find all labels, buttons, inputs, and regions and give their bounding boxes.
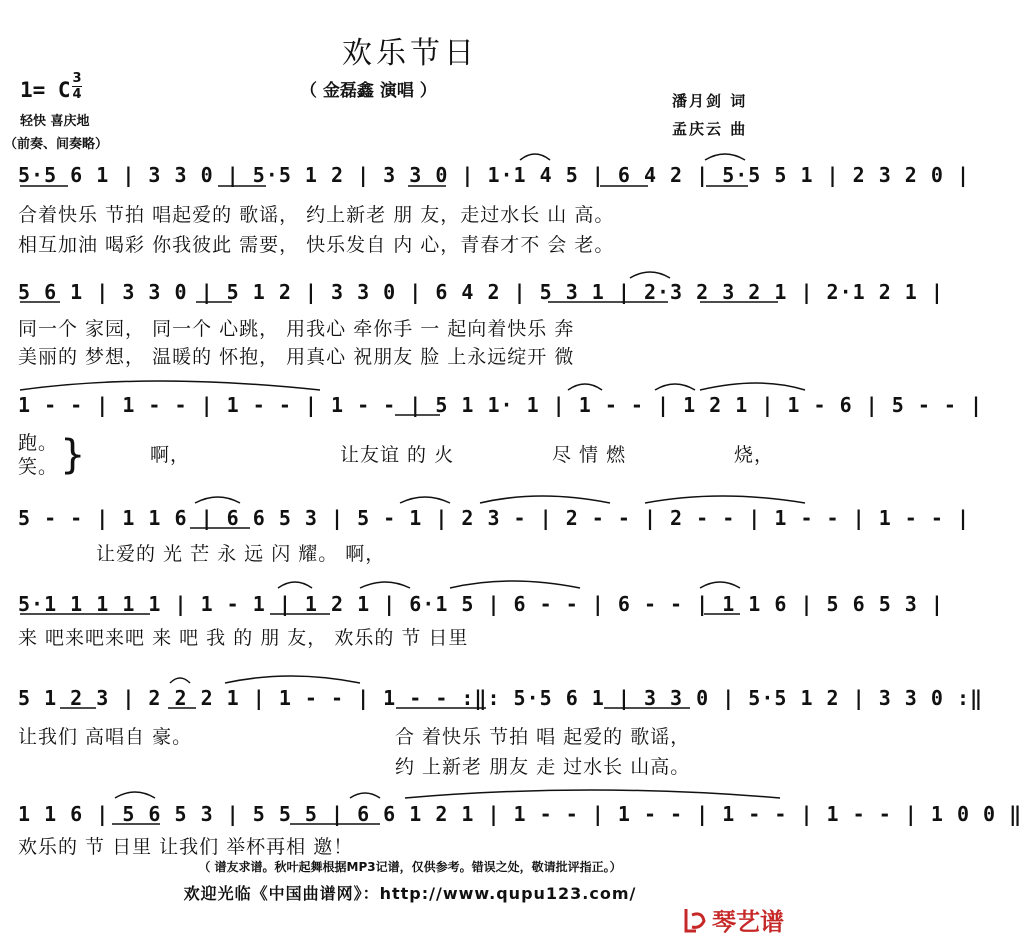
notation-row-6: 5 1 2 3 | 2 2 2 1 | 1 - - | 1 - - :‖: 5·5 6 1 | 3 3 0 | 5·5 1 2 | 3 3 0 :‖ bbox=[18, 686, 984, 710]
notation-row-2: 5 6 1 | 3 3 0 | 5 1 2 | 3 3 0 | 6 4 2 | 5 3 1 | 2·3 2 3 2 1 | 2·1 2 1 | bbox=[18, 280, 944, 304]
composer-credit: 孟庆云 曲 bbox=[672, 120, 748, 138]
prelude-note: （前奏、间奏略） bbox=[4, 137, 109, 152]
disclaimer: （ 谱友求谱。秋叶起舞根据MP3记谱，仅供参考。错误之处，敬请批评指正。） bbox=[198, 860, 622, 874]
page-title: 欢乐节日 bbox=[342, 36, 478, 71]
lyrics-row-1-verse-2: 相互加油 喝彩 你我彼此 需要， 快乐发自 内 心，青春才不 会 老。 bbox=[18, 234, 615, 256]
lyrics-row-6-main: 让我们 高唱自 豪。 bbox=[18, 726, 193, 748]
notation-row-7: 1 1 6 | 5 6 5 3 | 5 5 5 | 6 6 1 2 1 | 1 - - | 1 - - | 1 - - | 1 - - | 1 0 0 ‖ bbox=[18, 802, 1022, 826]
time-bottom: 4 bbox=[72, 87, 82, 102]
lyrics-row-3-ah: 啊， bbox=[150, 444, 191, 466]
notation-row-4: 5 - - | 1 1 6 | 6 6 5 3 | 5 - 1 | 2 3 - | 2 - - | 2 - - | 1 - - | 1 - - | bbox=[18, 506, 970, 530]
lyrics-row-6-repeat-2: 约 上新老 朋友 走 过水长 山高。 bbox=[395, 756, 691, 778]
lyrics-row-7: 欢乐的 节 日里 让我们 举杯再相 邀！ bbox=[18, 836, 354, 858]
lyrics-row-1-verse-1: 合着快乐 节拍 唱起爱的 歌谣， 约上新老 朋 友，走过水长 山 高。 bbox=[18, 204, 615, 226]
site-logo[interactable]: 琴艺谱 bbox=[712, 908, 784, 936]
lyrics-row-6-repeat-1: 合 着快乐 节拍 唱 起爱的 歌谣， bbox=[395, 726, 691, 748]
lyrics-row-3-verse-2: 笑。 bbox=[18, 456, 59, 478]
welcome-link[interactable]: 欢迎光临《中国曲谱网》：http://www.qupu123.com/ bbox=[183, 884, 637, 903]
lyrics-row-5: 来 吧来吧来吧 来 吧 我 的 朋 友， 欢乐的 节 日里 bbox=[18, 627, 469, 649]
lyrics-row-2-verse-1: 同一个 家园， 同一个 心跳， 用我心 牵你手 一 起向着快乐 奔 bbox=[18, 318, 575, 340]
key-signature: 1= C bbox=[20, 78, 71, 102]
time-top: 3 bbox=[72, 71, 82, 86]
lyrics-row-3-end: 烧， bbox=[734, 444, 775, 466]
verse-brace: } bbox=[60, 432, 86, 478]
lyrics-row-4: 让爱的 光 芒 永 远 闪 耀。 啊， bbox=[96, 543, 386, 565]
lyrics-row-2-verse-2: 美丽的 梦想， 温暖的 怀抱， 用真心 祝朋友 脸 上永远绽开 微 bbox=[18, 346, 575, 368]
tempo-marking: 轻快 喜庆地 bbox=[20, 114, 90, 129]
lyrics-row-3-verse-1: 跑。 bbox=[18, 432, 59, 454]
notation-row-3: 1 - - | 1 - - | 1 - - | 1 - - | 5 1 1· 1 | 1 - - | 1 2 1 | 1 - 6 | 5 - - | bbox=[18, 393, 984, 417]
notation-row-1: 5·5 6 1 | 3 3 0 | 5·5 1 2 | 3 3 0 | 1·1 4 5 | 6 4 2 | 5·5 5 1 | 2 3 2 0 | bbox=[18, 163, 970, 187]
lyrics-row-3-fire: 让友谊 的 火 bbox=[340, 444, 455, 466]
lyrics-row-3-burn: 尽 情 燃 bbox=[552, 444, 627, 466]
lyricist-credit: 潘月剑 词 bbox=[672, 92, 748, 110]
notation-row-5: 5·1 1 1 1 1 | 1 - 1 | 1 2 1 | 6·1 5 | 6 - - | 6 - - | 1 1 6 | 5 6 5 3 | bbox=[18, 592, 944, 616]
singer-credit: （ 金磊鑫 演唱 ） bbox=[300, 81, 437, 101]
logo-icon bbox=[682, 905, 712, 935]
